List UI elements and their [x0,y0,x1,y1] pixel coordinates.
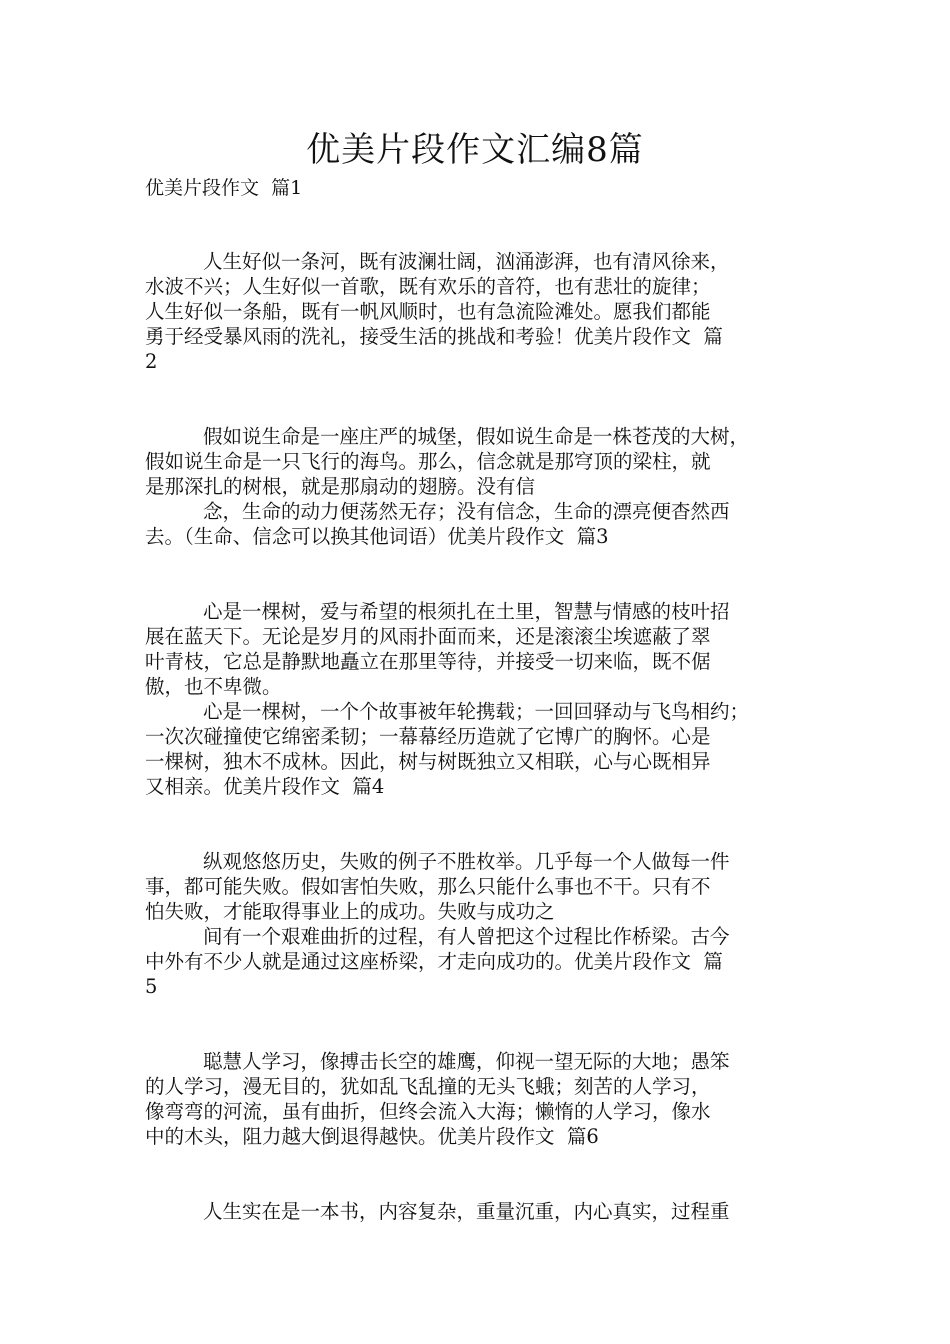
text-line: 一次次碰撞使它绵密柔韧；一幕幕经历造就了它博广的胸怀。心是 [145,725,711,748]
text-line: 事，都可能失败。假如害怕失败，那么只能什么事也不干。只有不 [145,875,711,898]
text-line: 去。（生命、信念可以换其他词语）优美片段作文 篇3 [145,525,609,548]
section-heading-1: 优美片段作文 篇1 [145,177,303,199]
text-line: 一棵树，独木不成林。因此，树与树既独立又相联，心与心既相异 [145,750,711,773]
text-line: 间有一个艰难曲折的过程，有人曾把这个过程比作桥梁。古今 [203,925,730,948]
text-line: 中外有不少人就是通过这座桥梁，才走向成功的。优美片段作文 篇 [145,950,723,973]
text-line: 5 [145,975,158,998]
text-line: 水波不兴；人生好似一首歌，既有欢乐的音符，也有悲壮的旋律； [145,275,711,298]
text-line: 念，生命的动力便荡然无存；没有信念，生命的漂亮便杳然西 [203,500,730,523]
text-line: 聪慧人学习，像搏击长空的雄鹰，仰视一望无际的大地；愚笨 [203,1050,730,1073]
text-line: 勇于经受暴风雨的洗礼，接受生活的挑战和考验！优美片段作文 篇 [145,325,723,348]
text-line: 人生好似一条船，既有一帆风顺时，也有急流险滩处。愿我们都能 [145,300,711,323]
text-line: 的人学习，漫无目的，犹如乱飞乱撞的无头飞蛾；刻苦的人学习， [145,1075,711,1098]
text-line: 人生实在是一本书，内容复杂，重量沉重，内心真实，过程重 [203,1200,730,1223]
text-line: 2 [145,350,158,373]
text-line: 又相亲。优美片段作文 篇4 [145,775,385,798]
text-line: 假如说生命是一座庄严的城堡，假如说生命是一株苍茂的大树， [203,425,750,448]
text-line: 展在蓝天下。无论是岁月的风雨扑面而来，还是滚滚尘埃遮蔽了翠 [145,625,711,648]
text-line: 像弯弯的河流，虽有曲折，但终会流入大海；懒惰的人学习，像水 [145,1100,711,1123]
text-line: 纵观悠悠历史，失败的例子不胜枚举。几乎每一个人做每一件 [203,850,730,873]
text-line: 傲，也不卑微。 [145,675,282,698]
text-line: 心是一棵树，一个个故事被年轮携载；一回回驿动与飞鸟相约； [203,700,750,723]
text-line: 人生好似一条河，既有波澜壮阔，汹涌澎湃，也有清风徐来， [203,250,730,273]
text-line: 是那深扎的树根，就是那扇动的翅膀。没有信 [145,475,536,498]
text-line: 假如说生命是一只飞行的海鸟。那么，信念就是那穹顶的梁柱，就 [145,450,711,473]
text-line: 心是一棵树，爱与希望的根须扎在土里，智慧与情感的枝叶招 [203,600,730,623]
text-line: 怕失败，才能取得事业上的成功。失败与成功之 [145,900,555,923]
text-line: 叶青枝，它总是静默地矗立在那里等待，并接受一切来临，既不倨 [145,650,711,673]
document-title: 优美片段作文汇编8篇 [306,130,644,170]
text-line: 中的木头，阻力越大倒退得越快。优美片段作文 篇6 [145,1125,599,1148]
